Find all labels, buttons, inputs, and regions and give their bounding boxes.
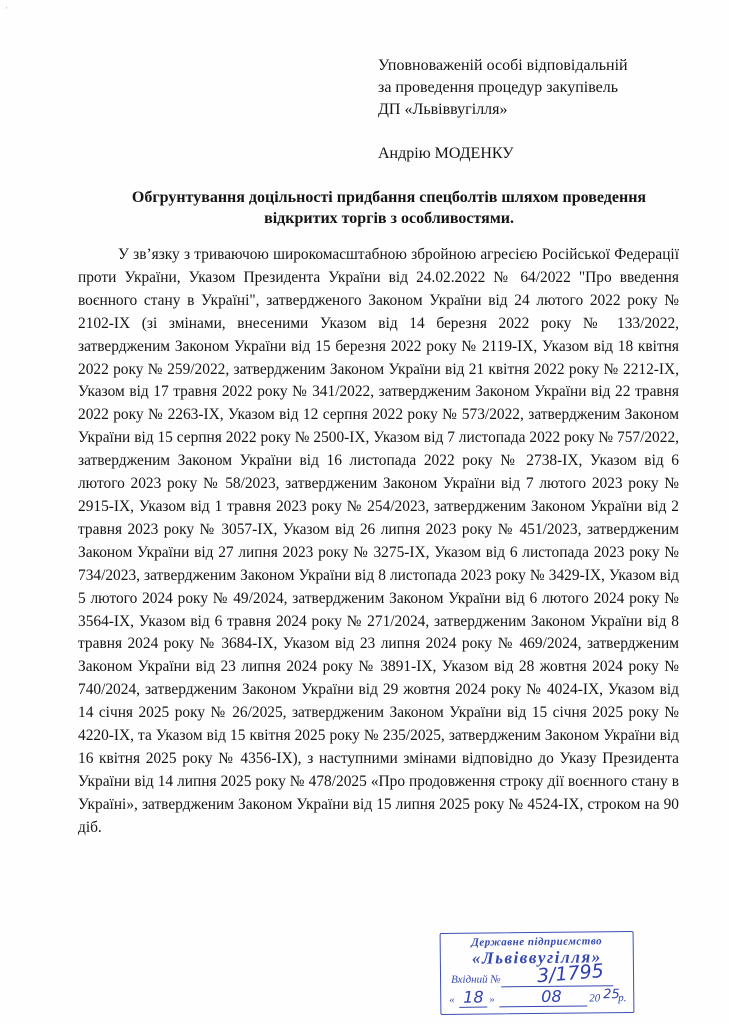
addressee-line-3: ДП «Львіввугілля» <box>378 101 508 118</box>
document-title: Обгрунтування доцільності придбання спецболтів шляхом проведення відкритих торгів з особливостями. <box>131 189 647 227</box>
registration-stamp <box>440 931 635 1015</box>
stamp-month-underline <box>499 1005 587 1007</box>
stamp-incoming-label: Вхідний № <box>451 973 501 986</box>
stamp-year-handwritten: 25 <box>603 987 620 1003</box>
stamp-year-prefix: 20 <box>589 992 601 1005</box>
stamp-incoming-number: 3/1795 <box>536 960 605 988</box>
addressee-line-2: за проведення процедур закупівель <box>378 79 619 96</box>
stamp-date-open-quote: « <box>449 993 455 1006</box>
addressee-block <box>378 55 628 121</box>
stamp-date-close-quote: » <box>489 993 495 1006</box>
stamp-date-month: 08 <box>541 986 562 1006</box>
addressee-name: Андрію МОДЕНКУ <box>378 145 514 162</box>
corner-mark: ' <box>6 6 8 14</box>
stamp-year-suffix: р. <box>618 992 627 1005</box>
addressee-line-1: Уповноваженій особі відповідальній <box>378 57 628 74</box>
stamp-date-day: 18 <box>463 987 484 1007</box>
stamp-day-underline <box>459 1007 487 1008</box>
stamp-org-type: Державне підприємство <box>471 935 603 949</box>
stamp-org-name: «Львіввугілля» <box>471 947 602 968</box>
body-paragraph: У зв’язку з триваючою широкомасштабною збройною агресією Російської Федерації проти України, Указом Президента України від 24.02.2022 № 64/2022 "Про введення воєнного стану в Україні", затвердженого Законом України від 24 лютого 2022 року № 2102-IX (зі змінами, внесеними Указом від 14 березня 2022 року № 133/2022, затвердженим Законом України від 15 березня 2022 року № 2119-IX, Указом від 18 квітня 2022 року № 259/2022, затвердженим Законом України від 21 квітня 2022 року № 2212-IX, Указом від 17 травня 2022 року № 341/2022, затвердженим Законом України від 22 травня 2022 року № 2263-IX, Указом від 12 серпня 2022 року № 573/2022, затвердженим Законом України від 15 серпня 2022 року № 2500-IX, Указом від 7 листопада 2022 року № 757/2022, затвердженим Законом України від 16 листопада 2022 року № 2738-IX, Указом від 6 лютого 2023 року № 58/2023, затвердженим Законом України від 7 лютого 2023 року № 2915-IX, Указом від 1 травня 2023 року № 254/2023, затвердженим Законом України від 2 травня 2023 року № 3057-IX, Указом від 26 липня 2023 року № 451/2023, затвердженим Законом України від 27 липня 2023 року № 3275-IX, Указом від 6 листопада 2023 року № 734/2023, затвердженим Законом України від 8 листопада 2023 року № 3429-IX, Указом від 5 лютого 2024 року № 49/2024, затвердженим Законом України від 6 лютого 2024 року № 3564-IX, Указом від 6 травня 2024 року № 271/2024, затвердженим Законом України від 8 травня 2024 року № 3684-IX, Указом від 23 липня 2024 року № 469/2024, затвердженим Законом України від 23 липня 2024 року № 3891-IX, Указом від 28 жовтня 2024 року № 740/2024, затвердженим Законом України від 29 жовтня 2024 року № 4024-IX, Указом від 14 січня 2025 року № 26/2025, затвердженим Законом України від 15 січня 2025 року № 4220-IX, та Указом від 15 квітня 2025 року № 235/2025, затвердженим Законом України від 16 квітня 2025 року № 4356-IX), з наступними змінами відповідно до Указу Президента України від 14 липня 2025 року № 478/2025 «Про продовження строку дії воєнного стану в Україні», затвердженим Законом України від 15 липня 2025 року № 4524-IX, строком на 90 діб. <box>78 246 679 836</box>
